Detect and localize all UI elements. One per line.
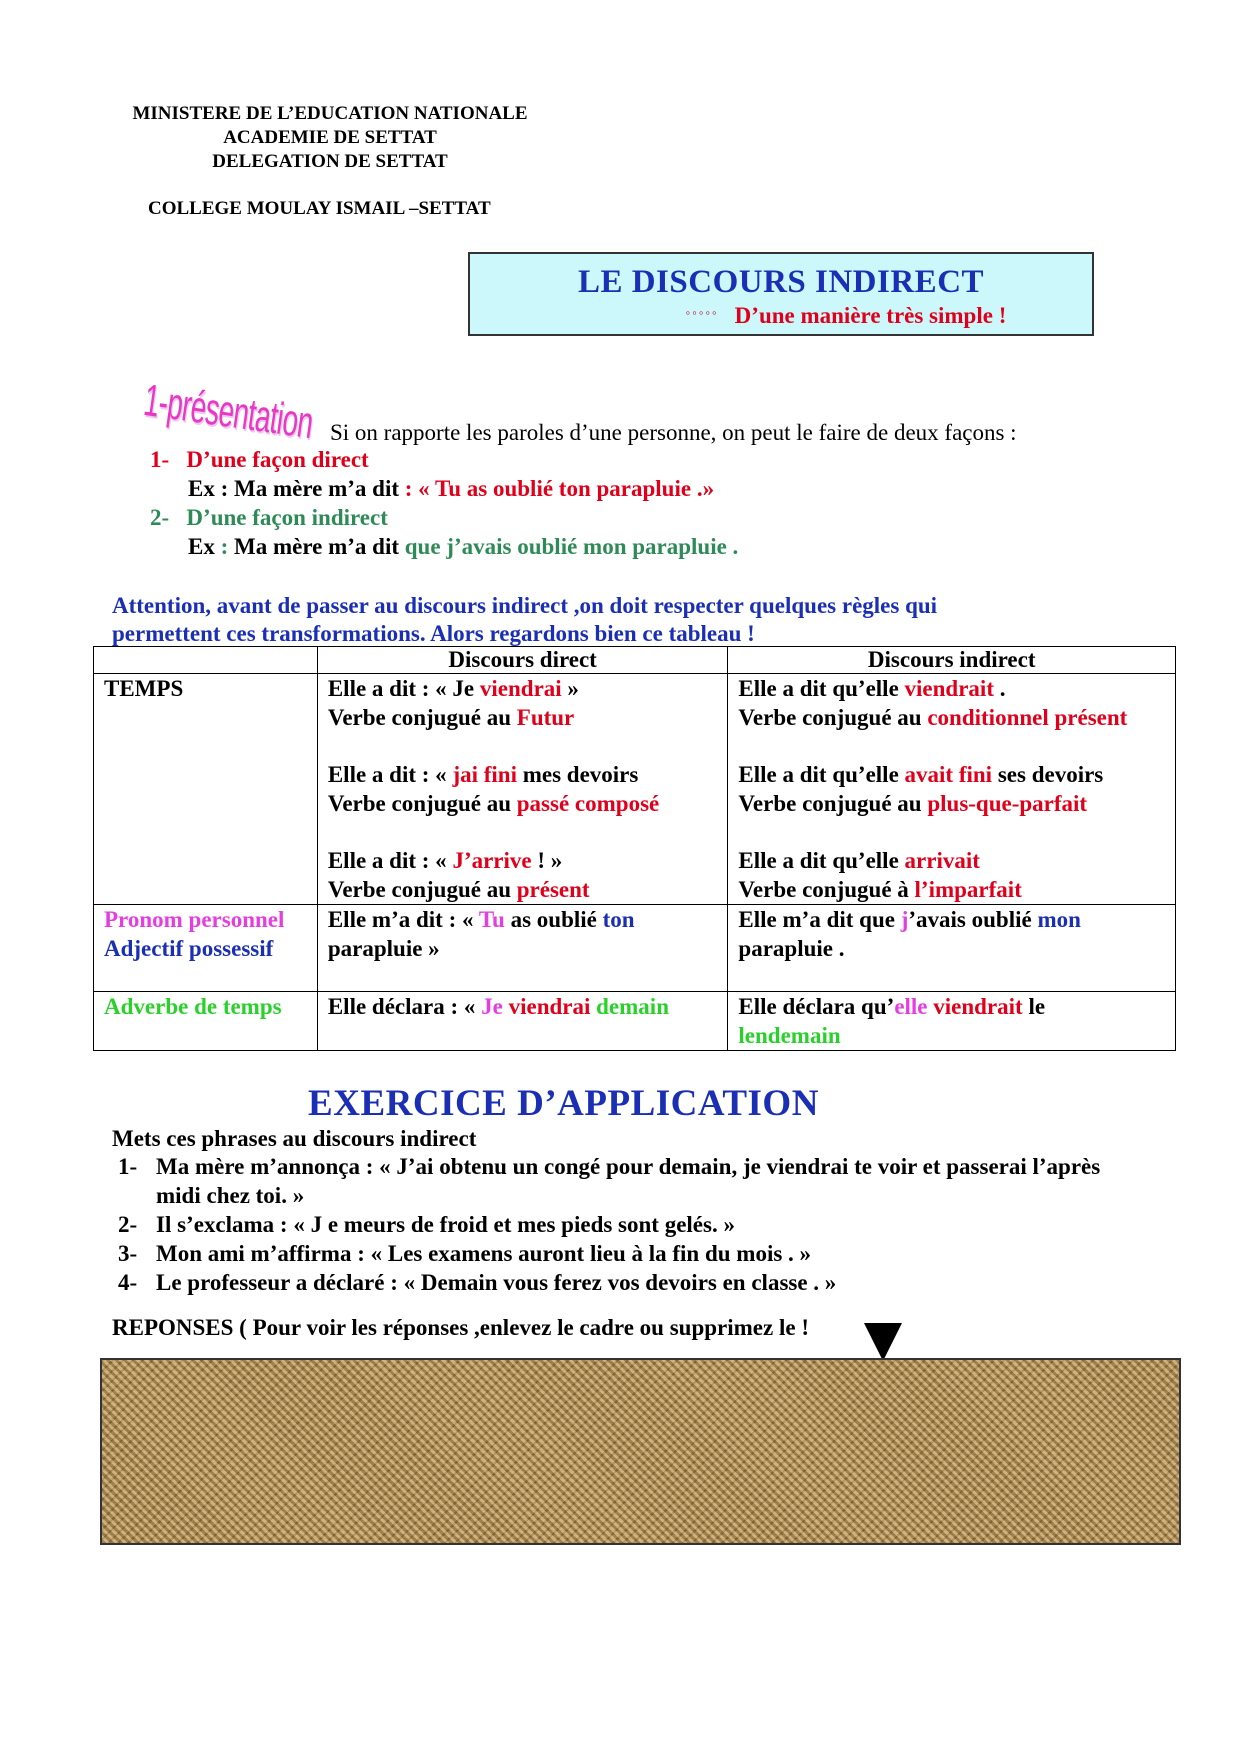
list-item: 4- Le professeur a déclaré : « Demain vous ferez vos devoirs en classe . » (118, 1270, 837, 1295)
row-label-pronom: Pronom personnel Adjectif possessif (94, 905, 318, 992)
cell-indirect-pronom: Elle m’a dit que j’avais oublié mon parapluie . (728, 905, 1176, 992)
item-label: D’une façon indirect (186, 505, 388, 530)
item-indirect (150, 505, 388, 531)
ministry-line: MINISTERE DE L’EDUCATION NATIONALE (132, 103, 528, 124)
item-number: 2- (150, 505, 170, 530)
intro-text: Si on rapporte les paroles d’une personne, on peut le faire de deux façons : (330, 420, 1017, 445)
example-colon: : (399, 476, 413, 501)
table-row (94, 674, 1176, 905)
cell-direct-adverbe: Elle déclara : « Je viendrai demain (317, 992, 728, 1051)
cell-direct-pronom: Elle m’a dit : « Tu as oublié ton parapluie » (317, 905, 728, 992)
cell-indirect-temps: Elle a dit qu’elle viendrait . Verbe conjugué au conditionnel présent Elle a dit qu’elle avait fini ses devoirs Verbe conjugué au plus-que-parfait Elle a dit qu’elle arrivait Verbe conjugué à l’imparfait (728, 674, 1176, 905)
item-number: 1- (150, 447, 170, 472)
presentation-heading: 1-présentation (140, 374, 317, 449)
title-box (468, 252, 1094, 336)
example-rest: que j’avais oublié mon parapluie . (399, 534, 739, 559)
item-direct (150, 447, 369, 473)
cell-direct-temps: Elle a dit : « Je viendrai » Verbe conjugué au Futur Elle a dit : « jai fini mes devoirs Verbe conjugué au passé composé Elle a dit : « J’arrive ! » Verbe conjugué au présent (317, 674, 728, 905)
table-row (94, 905, 1176, 992)
list-item: 1- Ma mère m’annonça : « J’ai obtenu un congé pour demain, je viendrai te voir et passerai l’après midi chez toi. » (118, 1154, 1101, 1208)
example-prefix: Ex (188, 534, 215, 559)
attention-note (112, 592, 1032, 648)
example-colon: : (214, 534, 229, 559)
cell-indirect-adverbe: Elle déclara qu’elle viendrait le lendemain (728, 992, 1176, 1051)
row-label-adverbe: Adverbe de temps (94, 992, 318, 1051)
example-direct (188, 476, 714, 502)
attention-line: Attention, avant de passer au discours indirect ,on doit respecter quelques règles qui (112, 593, 938, 618)
down-arrow-icon (864, 1323, 902, 1361)
exercise-list (118, 1152, 1138, 1297)
ministry-header (110, 102, 550, 174)
subtitle-text: D’une manière très simple ! (734, 303, 1007, 328)
rules-table (93, 646, 1176, 1051)
attention-line: permettent ces transformations. Alors regardons bien ce tableau ! (112, 621, 755, 646)
academy-line: ACADEMIE DE SETTAT (223, 127, 437, 148)
decorative-circles: ◦◦◦◦◦ (685, 305, 719, 320)
answers-cover-frame[interactable] (100, 1358, 1181, 1545)
example-prefix: Ex : Ma mère m’a dit (188, 476, 399, 501)
responses-label: REPONSES ( Pour voir les réponses ,enlevez le cadre ou supprimez le ! (112, 1315, 809, 1340)
example-quote: « Tu as oublié ton parapluie .» (412, 476, 715, 501)
exercise-title: EXERCICE D’APPLICATION (308, 1083, 819, 1124)
page-title: LE DISCOURS INDIRECT (577, 264, 985, 300)
subtitle (470, 303, 1092, 329)
delegation-line: DELEGATION DE SETTAT (212, 151, 448, 172)
list-item: 3- Mon ami m’affirma : « Les examens auront lieu à la fin du mois . » (118, 1241, 812, 1266)
item-label: D’une façon direct (186, 447, 369, 472)
college-name: COLLEGE MOULAY ISMAIL –SETTAT (148, 198, 491, 219)
table-header-indirect: Discours indirect (728, 647, 1176, 674)
list-item: 2- Il s’exclama : « J e meurs de froid et mes pieds sont gelés. » (118, 1212, 735, 1237)
table-header-empty (94, 647, 318, 674)
table-row (94, 992, 1176, 1051)
table-header-direct: Discours direct (317, 647, 728, 674)
row-label-temps: TEMPS (94, 674, 318, 905)
exercise-instruction: Mets ces phrases au discours indirect (112, 1126, 477, 1151)
example-indirect (188, 534, 738, 560)
example-mid: Ma mère m’a dit (228, 534, 400, 559)
table-header-row (94, 647, 1176, 674)
